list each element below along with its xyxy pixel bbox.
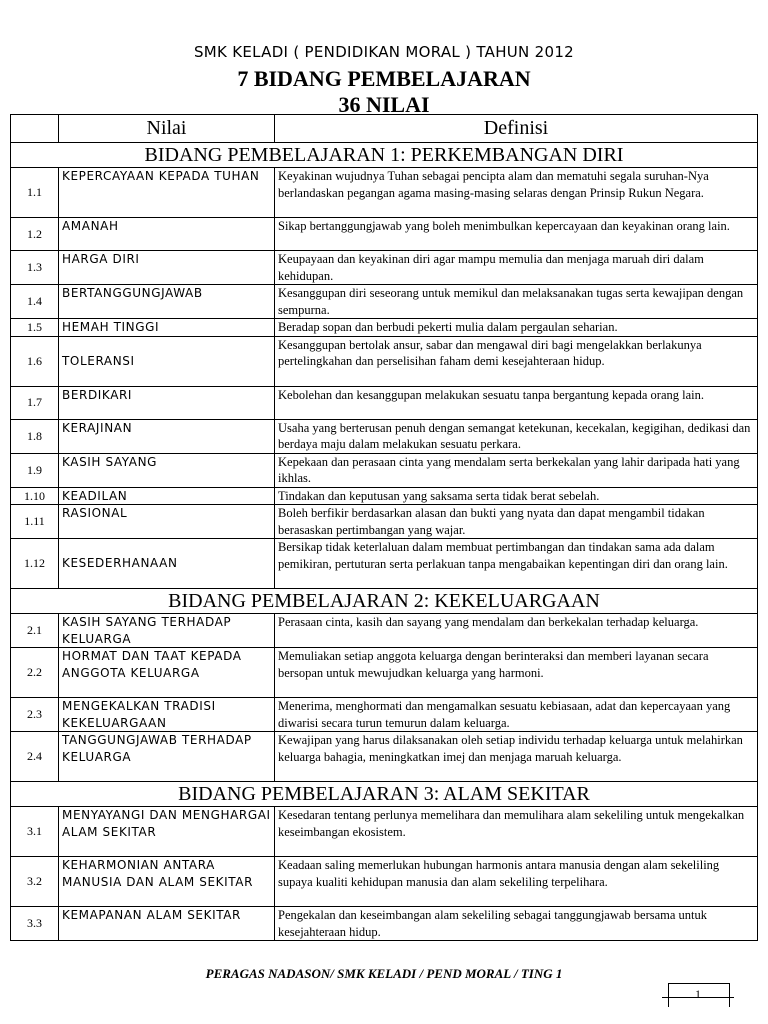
value-definition: Kebolehan dan kesanggupan melakukan sesuatu tanpa bergantung kepada orang lain. xyxy=(275,386,758,419)
table-row xyxy=(11,336,758,386)
value-name: BERTANGGUNGJAWAB xyxy=(59,285,275,319)
row-number: 3.2 xyxy=(11,857,59,907)
section-header xyxy=(11,589,758,614)
table-row xyxy=(11,319,758,337)
table-row xyxy=(11,539,758,589)
table-row xyxy=(11,732,758,782)
document-title: 7 BIDANG PEMBELAJARAN xyxy=(237,66,531,91)
table-row xyxy=(11,168,758,218)
section-title: BIDANG PEMBELAJARAN 3: ALAM SEKITAR xyxy=(11,782,758,807)
table-row xyxy=(11,453,758,487)
document-subtitle: 36 NILAI xyxy=(338,92,430,117)
value-definition: Kesanggupan bertolak ansur, sabar dan mengawal diri bagi mengelakkan berlakunya pertelingkahan dan perselisihan faham demi kesejahteraan hidup. xyxy=(275,336,758,386)
row-number: 1.11 xyxy=(11,505,59,539)
table-row xyxy=(11,907,758,941)
value-name: KASIH SAYANG TERHADAP KELUARGA xyxy=(59,614,275,648)
values-table xyxy=(10,114,758,941)
value-definition: Kewajipan yang harus dilaksanakan oleh setiap individu terhadap keluarga untuk melahirkan keluarga bahagia, meningkatkan imej dan menjaga maruah keluarga. xyxy=(275,732,758,782)
row-number: 2.3 xyxy=(11,698,59,732)
value-definition: Kesanggupan diri seseorang untuk memikul dan melaksanakan tugas serta kewajipan dengan sempurna. xyxy=(275,285,758,319)
value-definition: Kepekaan dan perasaan cinta yang mendalam serta berkekalan yang lahir daripada hati yang ikhlas. xyxy=(275,453,758,487)
value-definition: Usaha yang berterusan penuh dengan semangat ketekunan, kecekalan, kegigihan, dedikasi dan berdaya maju dalam melakukan sesuatu perkara. xyxy=(275,419,758,453)
table-row xyxy=(11,419,758,453)
value-name: BERDIKARI xyxy=(59,386,275,419)
value-name: KERAJINAN xyxy=(59,419,275,453)
value-definition: Menerima, menghormati dan mengamalkan sesuatu kebiasaan, adat dan kepercayaan yang diwarisi secara turun temurun dalam keluarga. xyxy=(275,698,758,732)
school-header: SMK KELADI ( PENDIDIKAN MORAL ) TAHUN 2012 xyxy=(193,43,575,61)
page-number: 1 xyxy=(695,987,701,1001)
value-definition: Perasaan cinta, kasih dan sayang yang mendalam dan berkekalan terhadap keluarga. xyxy=(275,614,758,648)
value-name: KEPERCAYAAN KEPADA TUHAN xyxy=(59,168,275,218)
row-number: 1.4 xyxy=(11,285,59,319)
value-definition: Tindakan dan keputusan yang saksama serta tidak berat sebelah. xyxy=(275,487,758,505)
page-footer: PERAGAS NADASON/ SMK KELADI / PEND MORAL / TING 1 xyxy=(205,966,563,981)
table-row xyxy=(11,386,758,419)
table-row xyxy=(11,505,758,539)
table-row xyxy=(11,487,758,505)
value-definition: Memuliakan setiap anggota keluarga dengan berinteraksi dan memberi layanan secara bersopan untuk mewujudkan keluarga yang harmoni. xyxy=(275,648,758,698)
value-name: AMANAH xyxy=(59,218,275,251)
table-row xyxy=(11,807,758,857)
row-number: 3.1 xyxy=(11,807,59,857)
value-name: MENYAYANGI DAN MENGHARGAI ALAM SEKITAR xyxy=(59,807,275,857)
row-number: 1.2 xyxy=(11,218,59,251)
row-number: 3.3 xyxy=(11,907,59,941)
row-number: 1.6 xyxy=(11,336,59,386)
row-number: 2.2 xyxy=(11,648,59,698)
table-row xyxy=(11,648,758,698)
row-number: 2.4 xyxy=(11,732,59,782)
value-definition: Kesedaran tentang perlunya memelihara dan memulihara alam sekeliling untuk mengekalkan keseimbangan ekosistem. xyxy=(275,807,758,857)
row-number: 1.7 xyxy=(11,386,59,419)
value-definition: Keupayaan dan keyakinan diri agar mampu memulia dan menjaga maruah diri dalam kehidupan. xyxy=(275,251,758,285)
value-definition: Keadaan saling memerlukan hubungan harmonis antara manusia dengan alam sekeliling supaya kualiti kehidupan manusia dan alam sekeliling terpelihara. xyxy=(275,857,758,907)
section-title: BIDANG PEMBELAJARAN 2: KEKELUARGAAN xyxy=(11,589,758,614)
table-row xyxy=(11,857,758,907)
value-name: KEADILAN xyxy=(59,487,275,505)
row-number: 1.3 xyxy=(11,251,59,285)
value-definition: Pengekalan dan keseimbangan alam sekeliling sebagai tanggungjawab bersama untuk kesejahteraan hidup. xyxy=(275,907,758,941)
value-name: MENGEKALKAN TRADISI KEKELUARGAAN xyxy=(59,698,275,732)
section-header xyxy=(11,143,758,168)
section-header xyxy=(11,782,758,807)
column-header-definisi: Definisi xyxy=(275,115,758,143)
value-definition: Bersikap tidak keterlaluan dalam membuat pertimbangan dan tindakan sama ada dalam pemikiran, pertuturan serta perlakuan tanpa mengabaikan kepentingan diri dan orang lain. xyxy=(275,539,758,589)
row-number: 1.8 xyxy=(11,419,59,453)
value-name: HORMAT DAN TAAT KEPADA ANGGOTA KELUARGA xyxy=(59,648,275,698)
value-name: TANGGUNGJAWAB TERHADAP KELUARGA xyxy=(59,732,275,782)
value-name: TOLERANSI xyxy=(59,336,275,386)
table-row xyxy=(11,251,758,285)
table-row xyxy=(11,698,758,732)
column-header-nilai: Nilai xyxy=(59,115,275,143)
section-title: BIDANG PEMBELAJARAN 1: PERKEMBANGAN DIRI xyxy=(11,143,758,168)
row-number: 1.5 xyxy=(11,319,59,337)
value-name: KESEDERHANAAN xyxy=(59,539,275,589)
value-name: KASIH SAYANG xyxy=(59,453,275,487)
row-number: 1.9 xyxy=(11,453,59,487)
value-name: HEMAH TINGGI xyxy=(59,319,275,337)
value-definition: Boleh berfikir berdasarkan alasan dan bukti yang nyata dan dapat mengambil tidakan berasaskan pertimbangan yang wajar. xyxy=(275,505,758,539)
table-row xyxy=(11,614,758,648)
value-definition: Sikap bertanggungjawab yang boleh menimbulkan kepercayaan dan keyakinan orang lain. xyxy=(275,218,758,251)
value-name: HARGA DIRI xyxy=(59,251,275,285)
row-number: 2.1 xyxy=(11,614,59,648)
table-row xyxy=(11,218,758,251)
row-number: 1.12 xyxy=(11,539,59,589)
table-row xyxy=(11,285,758,319)
value-name: RASIONAL xyxy=(59,505,275,539)
value-name: KEMAPANAN ALAM SEKITAR xyxy=(59,907,275,941)
value-definition: Beradap sopan dan berbudi pekerti mulia dalam pergaulan seharian. xyxy=(275,319,758,337)
column-header-number xyxy=(11,115,59,143)
table-header-row xyxy=(11,115,758,143)
value-definition: Keyakinan wujudnya Tuhan sebagai pencipta alam dan mematuhi segala suruhan-Nya berlandaskan pegangan agama masing-masing selaras dengan Prinsip Rukun Negara. xyxy=(275,168,758,218)
row-number: 1.10 xyxy=(11,487,59,505)
row-number: 1.1 xyxy=(11,168,59,218)
value-name: KEHARMONIAN ANTARA MANUSIA DAN ALAM SEKITAR xyxy=(59,857,275,907)
